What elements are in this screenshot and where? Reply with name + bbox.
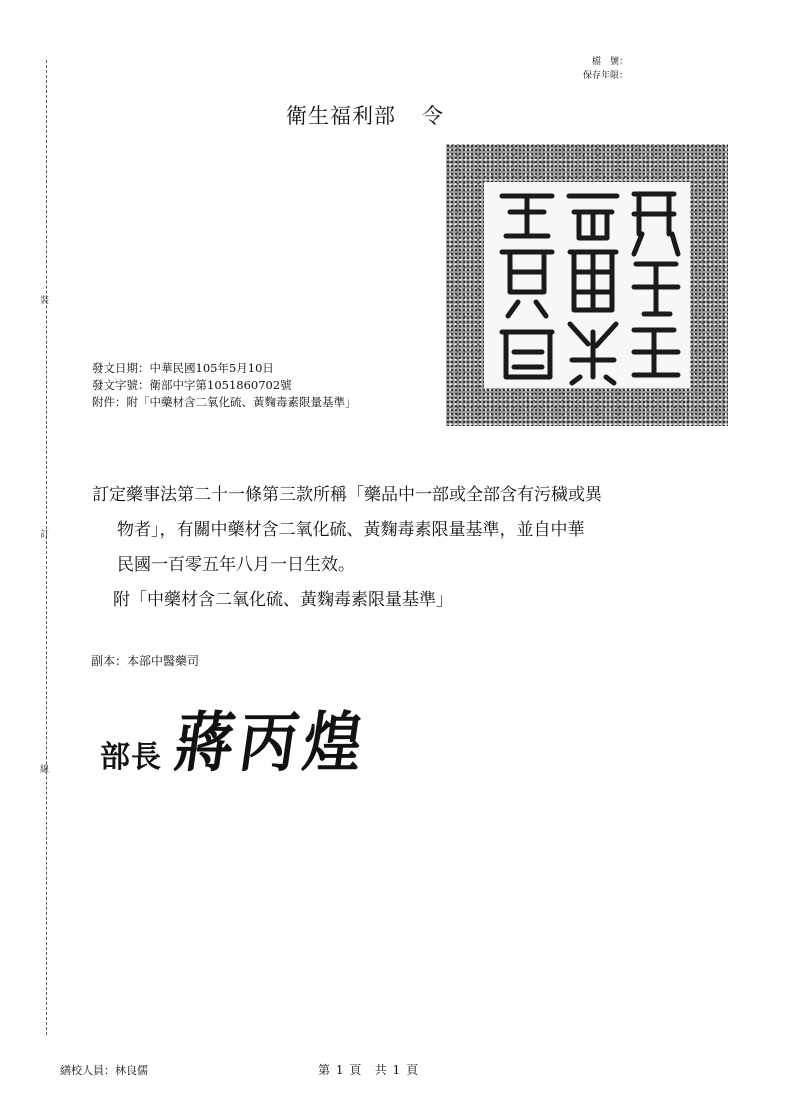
- total-label: 共: [374, 1063, 387, 1077]
- total-unit: 頁: [406, 1063, 419, 1077]
- page-number: 1: [335, 1063, 344, 1077]
- archive-number-label: 檔 號：: [591, 57, 628, 67]
- archive-info: [578, 55, 628, 83]
- copy-recipients: 副本：本部中醫藥司: [91, 654, 200, 668]
- body-attachment-line: 附「中藥材含二氧化硫、黃麴毒素限量基準」: [113, 590, 453, 610]
- total-pages: 1: [392, 1063, 401, 1077]
- attachment-note: 附件：附「中藥材含二氧化硫、黃麴毒素限量基準」: [92, 395, 357, 409]
- agency-name: 衛生福利部: [286, 104, 396, 128]
- binding-dashed-line: [46, 60, 47, 1035]
- page-label: 第: [318, 1063, 331, 1077]
- official-seal: [446, 144, 728, 426]
- page-unit: 頁: [349, 1063, 362, 1077]
- minister-signature: [100, 700, 374, 784]
- retention-period-label: 保存年限：: [582, 71, 628, 81]
- document-type: 令: [422, 104, 444, 128]
- signature-name: 蔣丙煌: [170, 704, 374, 781]
- binding-char-zhuang: 裝: [40, 296, 50, 306]
- document-metadata: [92, 360, 357, 411]
- seal-face: [484, 182, 690, 388]
- order-body: [92, 478, 752, 618]
- body-line-1: 訂定藥事法第二十一條第三款所稱「藥品中一部或全部含有污穢或異: [92, 485, 602, 505]
- signature-title: 部長: [100, 740, 162, 775]
- seal-glyphs-image: [484, 182, 690, 388]
- body-line-3: 民國一百零五年八月一日生效。: [117, 555, 355, 575]
- proofreader-info: 繕校人員：林良儒: [60, 1064, 148, 1077]
- binding-char-xian: 線: [40, 765, 50, 775]
- document-number: 發文字號：衛部中字第1051860702號: [92, 378, 292, 392]
- page-indicator: [318, 1061, 420, 1078]
- binding-char-ding: 訂: [40, 530, 50, 540]
- document-title: [286, 100, 444, 130]
- body-line-2: 物者」，有關中藥材含二氧化硫、黃麴毒素限量基準，並自中華: [117, 520, 585, 540]
- issue-date: 發文日期：中華民國105年5月10日: [92, 361, 274, 375]
